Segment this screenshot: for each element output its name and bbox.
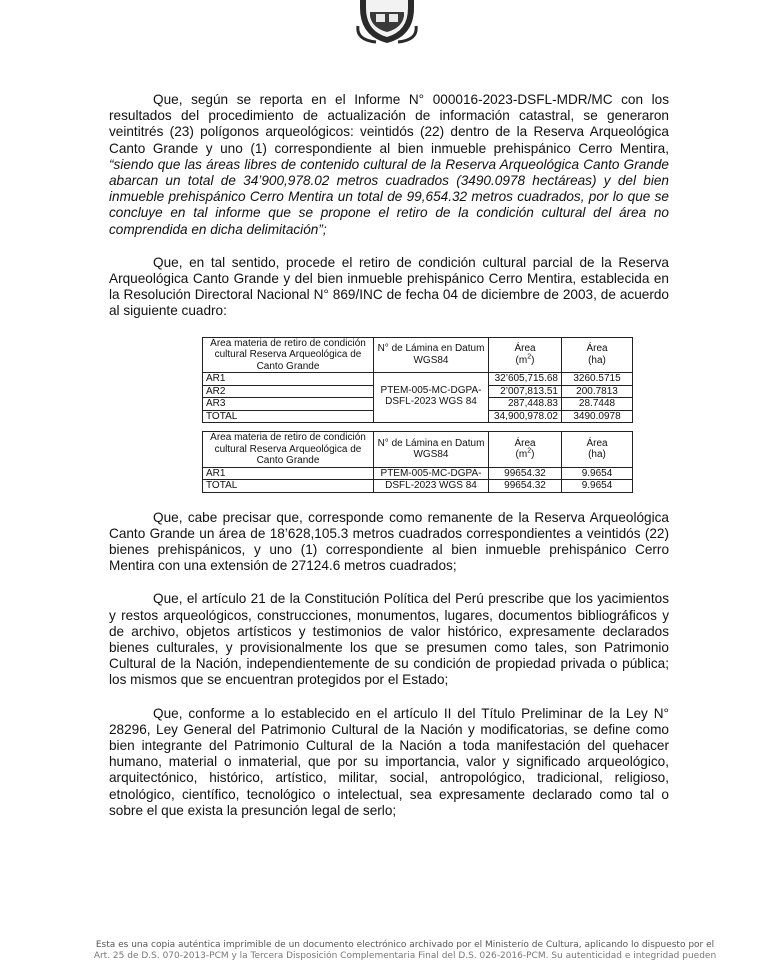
cell-lamina: PTEM-005-MC-DGPA- [374, 467, 489, 480]
footer-authenticity-note [60, 940, 750, 961]
table-cerro-mentira [202, 431, 633, 493]
cuadro-areas [109, 337, 669, 493]
cell-area-name: AR3 [203, 398, 374, 411]
cell-total-lamina: DSFL-2023 WGS 84 [374, 480, 489, 493]
header-area-m2: Área $(m^2)$ [489, 337, 562, 373]
table-canto-grande [202, 337, 633, 424]
cell-total-label: TOTAL [203, 480, 374, 493]
header-area-m2: Área $(m^2)$ [489, 432, 562, 468]
cell-total-ha: 9.9654 [562, 480, 633, 493]
header-lamina: N° de Lámina en Datum WGS84 [374, 432, 489, 468]
table-row [203, 373, 633, 386]
paragraph-ley-28296: Que, conforme a lo establecido en el artículo II del Título Preliminar de la Ley N° 28296, Ley General del Patrimonio Cultural de la Nación y modificatorias, se define como bien integrante del Patrimonio Cultural de la Nación a toda manifestación del quehacer humano, material o inmaterial, que por su importancia, valor y significado arqueológico, arquitectónico, histórico, artístico, militar, social, antropológico, tradicional, religioso, etnológico, científico, tecnológico o intelectual, sea expresamente declarado como tal o sobre el que exista la presunción legal de serlo; [109, 705, 669, 818]
cell-area-m2: 287,448.83 [489, 398, 562, 411]
header-area-materia: Área materia de retiro de condición cultural Reserva Arqueológica de Canto Grande [203, 432, 374, 468]
cell-area-name: AR2 [203, 385, 374, 398]
cell-area-name: AR1 [203, 467, 374, 480]
paragraph-remanente: Que, cabe precisar que, corresponde como remanente de la Reserva Arqueológica Canto Grande un área de 18’628,105.3 metros cuadrados correspondientes a veintidós (22) bienes prehispánicos, y uno (1) correspondiente al bien inmueble prehispánico Cerro Mentira con una extensión de 27124.6 metros cuadrados; [109, 509, 669, 574]
paragraph-informe-text: Que, según se reporta en el Informe N° 000016-2023-DSFL-MDR/MC con los resultados del procedimiento de actualización de información catastral, se generaron veintitrés (23) polígonos arqueológicos: veintidós (22) dentro de la Reserva Arqueológica Canto Grande y uno (1) correspondiente al bien inmueble prehispánico Cerro Mentira, [109, 92, 669, 156]
footer-line-1: Esta es una copia auténtica imprimible de un documento electrónico archivado por el Ministerio de Cultura, aplicando lo dispuesto por el [95, 940, 715, 950]
cell-total-m2: 99654.32 [489, 480, 562, 493]
cell-area-ha: 200.7813 [562, 385, 633, 398]
cell-area-ha: 28.7448 [562, 398, 633, 411]
paragraph-constitucion: Que, el artículo 21 de la Constitución Política del Perú prescribe que los yacimientos y restos arqueológicos, construcciones, monumentos, lugares, documentos bibliográficos y de archivo, objetos artísticos y testimonios de valor histórico, expresamente declarados bienes culturales, y provisionalmente los que se presumen como tales, son Patrimonio Cultural de la Nación, independientemente de su condición de propiedad privada o pública; los mismos que se encuentran protegidos por el Estado; [109, 591, 669, 688]
cell-area-ha: 9.9654 [562, 467, 633, 480]
cell-lamina: PTEM-005-MC-DGPA- DSFL-2023 WGS 84 [374, 373, 489, 423]
document-body [109, 92, 669, 836]
table-header-row [203, 432, 633, 468]
header-area-materia: Área materia de retiro de condición cultural Reserva Arqueológica de Canto Grande [203, 337, 374, 373]
cell-total-ha: 3490.0978 [562, 410, 633, 423]
cell-area-ha: 3260.5715 [562, 373, 633, 386]
coat-of-arms-seal [356, 0, 418, 44]
header-area-ha: Área (ha) [562, 337, 633, 373]
table-row [203, 467, 633, 480]
paragraph-informe [109, 92, 669, 238]
paragraph-retiro: Que, en tal sentido, procede el retiro de condición cultural parcial de la Reserva Arqueológica Canto Grande y del bien inmueble prehispánico Cerro Mentira, establecida en la Resolución Directoral Nacional N° 869/INC de fecha 04 de diciembre de 2003, de acuerdo al siguiente cuadro: [109, 254, 669, 319]
table-total-row [203, 480, 633, 493]
cell-area-m2: 32’605,715.68 [489, 373, 562, 386]
footer-line-2: Art. 25 de D.S. 070-2013-PCM y la Tercera Disposición Complementaria Final del D.S. 026-2016-PCM. Su autenticidad e integridad pueden [93, 951, 717, 961]
header-area-ha: Área (ha) [562, 432, 633, 468]
cell-area-name: AR1 [203, 373, 374, 386]
header-lamina: N° de Lámina en Datum WGS84 [374, 337, 489, 373]
paragraph-informe-quote: “siendo que las áreas libres de contenido cultural de la Reserva Arqueológica Canto Grande abarcan un total de 34’900,978.02 metros cuadrados (3490.0978 hectáreas) y del bien inmueble prehispánico Cerro Mentira un total de 99,654.32 metros cuadrados, por lo que se concluye en tal informe que se propone el retiro de la condición cultural del área no comprendida en dicha delimitación”; [109, 156, 669, 237]
cell-area-m2: 2’007,813.51 [489, 385, 562, 398]
cell-total-m2: 34,900,978.02 [489, 410, 562, 423]
cell-total-label: TOTAL [203, 410, 374, 423]
cell-area-m2: 99654.32 [489, 467, 562, 480]
table-header-row [203, 337, 633, 373]
